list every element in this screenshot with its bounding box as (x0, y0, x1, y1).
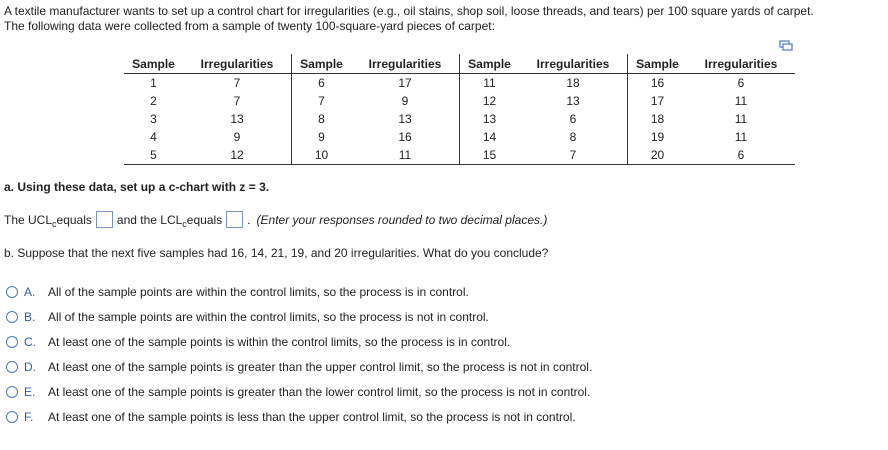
table-cell: 4 (150, 130, 157, 144)
option-letter: F. (24, 410, 34, 424)
ucl-label: The UCL (4, 212, 53, 227)
table-cell: 11 (734, 94, 748, 108)
table-cell: 6 (737, 76, 745, 90)
option-d[interactable] (6, 360, 592, 374)
copy-table-icon[interactable] (779, 40, 793, 52)
table-cell: 9 (233, 130, 241, 144)
table-cell: 12 (460, 92, 520, 110)
lcl-equals-label: equals (186, 212, 223, 227)
table-cell: 14 (460, 128, 520, 146)
option-text: At least one of the sample points is less than the upper control limit, so the process is not in control. (48, 410, 576, 424)
radio-button[interactable] (6, 361, 18, 373)
option-e[interactable] (6, 385, 590, 399)
radio-button[interactable] (6, 286, 18, 298)
option-a[interactable] (6, 285, 469, 299)
col-header: Sample (124, 54, 183, 74)
data-table (124, 54, 795, 165)
table-cell: 7 (233, 76, 241, 90)
option-letter: B. (24, 310, 36, 324)
col-header: Sample (460, 54, 520, 74)
col-header: Sample (628, 54, 688, 74)
option-text: At least one of the sample points is greater than the upper control limit, so the process is not in control. (48, 360, 593, 374)
table-cell: 6 (687, 146, 795, 165)
table-row (124, 92, 795, 110)
table-cell: 8 (292, 110, 352, 128)
table-cell: 11 (734, 112, 748, 126)
col-header: Irregularities (351, 54, 460, 74)
table-cell: 13 (460, 110, 520, 128)
table-cell: 7 (233, 94, 241, 108)
table-cell: 11 (351, 146, 460, 165)
radio-button[interactable] (6, 336, 18, 348)
option-text: All of the sample points are within the control limits, so the process is in control. (48, 285, 469, 299)
part-a-question: a. Using these data, set up a c-chart with z = 3. (4, 180, 270, 194)
lcl-label: and the LCL (116, 212, 183, 227)
radio-button[interactable] (6, 411, 18, 423)
table-cell: 3 (150, 112, 157, 126)
table-row (124, 128, 795, 146)
option-letter: D. (24, 360, 36, 374)
problem-statement (4, 4, 884, 34)
table-cell: 8 (569, 130, 577, 144)
table-header-row (124, 54, 795, 74)
table-cell: 15 (460, 146, 520, 165)
table-cell: 7 (519, 146, 628, 165)
table-cell: 12 (183, 146, 292, 165)
intro-line-2: The following data were collected from a sample of twenty 100-square-yard pieces of carpet: (4, 19, 495, 33)
table-cell: 18 (566, 76, 580, 90)
sentence-period: . (247, 212, 251, 227)
intro-line-1: A textile manufacturer wants to set up a control chart for irregularities (e.g., oil stains, shop soil, loose threads, and tears) per 100 square yards of carpet. (4, 4, 814, 18)
option-text: At least one of the sample points is within the control limits, so the process is in control. (48, 335, 511, 349)
ucl-subscript: c (52, 218, 57, 229)
table-cell: 6 (569, 112, 577, 126)
table-row (124, 110, 795, 128)
part-a-answer-line (4, 211, 547, 228)
radio-button[interactable] (6, 386, 18, 398)
option-c[interactable] (6, 335, 510, 349)
table-cell: 5 (124, 146, 183, 165)
table-cell: 9 (292, 128, 352, 146)
table-cell: 7 (292, 92, 352, 110)
part-b-question: b. Suppose that the next five samples had 16, 14, 21, 19, and 20 irregularities. What do you conclude? (4, 246, 549, 260)
rounding-hint: (Enter your responses rounded to two decimal places.) (256, 212, 548, 227)
option-letter: A. (24, 285, 36, 299)
ucl-answer-input[interactable] (96, 211, 113, 228)
option-f[interactable] (6, 410, 576, 424)
table-row (124, 146, 795, 165)
table-cell: 16 (398, 130, 412, 144)
table-cell: 16 (628, 74, 688, 93)
table-cell: 1 (150, 76, 157, 90)
table-cell: 17 (398, 76, 412, 90)
option-letter: E. (24, 385, 36, 399)
col-header: Irregularities (687, 54, 795, 74)
ucl-equals-label: equals (56, 212, 92, 227)
table-cell: 18 (628, 110, 688, 128)
option-letter: C. (24, 335, 36, 349)
table-cell: 11 (734, 130, 748, 144)
table-cell: 13 (566, 94, 580, 108)
table-cell: 13 (398, 112, 412, 126)
table-cell: 13 (230, 112, 244, 126)
radio-button[interactable] (6, 311, 18, 323)
col-header: Sample (292, 54, 352, 74)
table-cell: 11 (460, 74, 520, 93)
col-header: Irregularities (519, 54, 628, 74)
lcl-subscript: c (182, 218, 187, 229)
option-b[interactable] (6, 310, 489, 324)
table-cell: 19 (628, 128, 688, 146)
table-cell: 2 (150, 94, 157, 108)
lcl-answer-input[interactable] (226, 211, 243, 228)
option-text: At least one of the sample points is greater than the lower control limit, so the process is not in control. (48, 385, 591, 399)
col-header: Irregularities (183, 54, 292, 74)
table-cell: 9 (401, 94, 409, 108)
table-cell: 20 (628, 146, 688, 165)
table-cell: 10 (292, 146, 352, 165)
table-row (124, 74, 795, 93)
table-cell: 17 (628, 92, 688, 110)
option-text: All of the sample points are within the control limits, so the process is not in control. (48, 310, 489, 324)
table-cell: 6 (292, 74, 352, 93)
